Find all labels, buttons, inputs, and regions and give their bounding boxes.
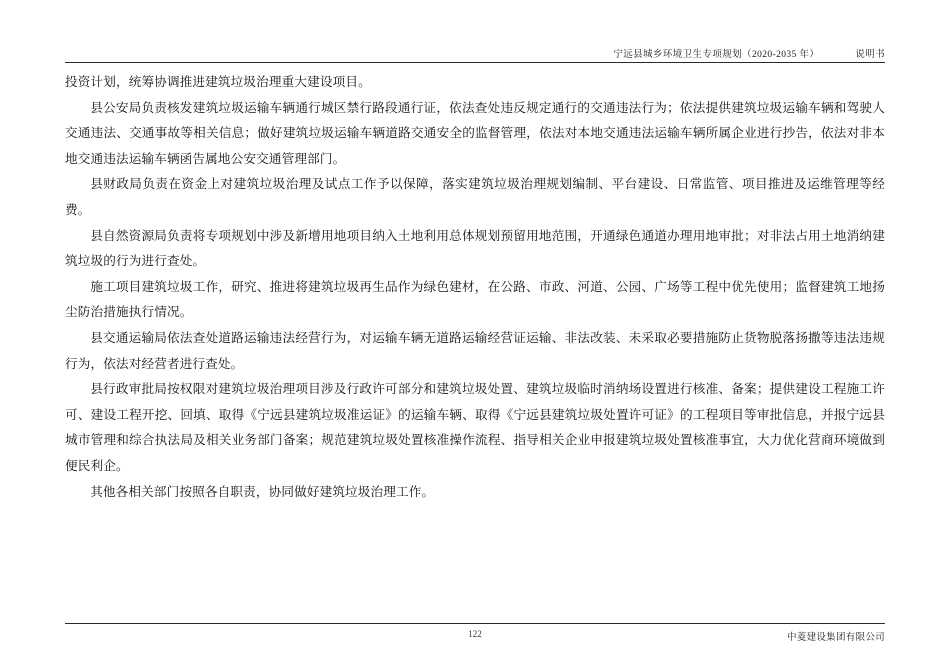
paragraph: 县交通运输局依法查处道路运输违法经营行为，对运输车辆无道路运输经营证运输、非法改装、未采取必要措施防止货物脱落扬撒等违法违规行为，依法对经营者进行查处。 — [65, 330, 885, 371]
page-body — [65, 70, 885, 591]
paragraph: 县财政局负责在资金上对建筑垃圾治理及试点工作予以保障，落实建筑垃圾治理规划编制、平台建设、日常监管、项目推进及运维管理等经费。 — [65, 177, 885, 217]
page-header — [65, 38, 885, 60]
header-title: 宁远县城乡环境卫生专项规划（2020-2035 年） — [613, 50, 820, 60]
footer-divider — [65, 623, 885, 624]
page-footer — [65, 629, 885, 647]
page-number: 122 — [468, 629, 482, 639]
header-divider — [65, 62, 885, 63]
paragraph: 县行政审批局按权限对建筑垃圾治理项目涉及行政许可部分和建筑垃圾处置、建筑垃圾临时消纳场设置进行核准、备案；提供建设工程施工许可、建设工程开挖、回填、取得《宁远县建筑垃圾准运证》的运输车辆、取得《宁远县建筑垃圾处置许可证》的工程项目等审批信息，并报宁远县城市管理和综合执法局及相关业务部门备案；规范建筑垃圾处置核准操作流程、指导相关企业申报建筑垃圾处置核准事宜，大力优化营商环境做到便民利企。 — [65, 382, 885, 473]
paragraph: 其他各相关部门按照各自职责，协同做好建筑垃圾治理工作。 — [90, 484, 435, 499]
paragraph: 投资计划，统筹协调推进建筑垃圾治理重大建设项目。 — [65, 75, 371, 89]
footer-company: 中菱建设集团有限公司 — [786, 633, 885, 643]
header-doc-type: 说明书 — [855, 50, 885, 60]
paragraph: 县自然资源局负责将专项规划中涉及新增用地项目纳入土地利用总体规划预留用地范围，开通绿色通道办理用地审批；对非法占用土地消纳建筑垃圾的行为进行查处。 — [65, 228, 885, 269]
paragraph: 县公安局负责核发建筑垃圾运输车辆通行城区禁行路段通行证，依法查处违反规定通行的交通违法行为；依法提供建筑垃圾运输车辆和驾驶人交通违法、交通事故等相关信息；做好建筑垃圾运输车辆道路交通安全的监督管理，依法对本地交通违法运输车辆所属企业进行抄告，依法对非本地交通违法运输车辆函告属地公安交通管理部门。 — [65, 100, 885, 166]
paragraph: 施工项目建筑垃圾工作，研究、推进将建筑垃圾再生品作为绿色建材，在公路、市政、河道、公园、广场等工程中优先使用；监督建筑工地扬尘防治措施执行情况。 — [65, 279, 885, 320]
